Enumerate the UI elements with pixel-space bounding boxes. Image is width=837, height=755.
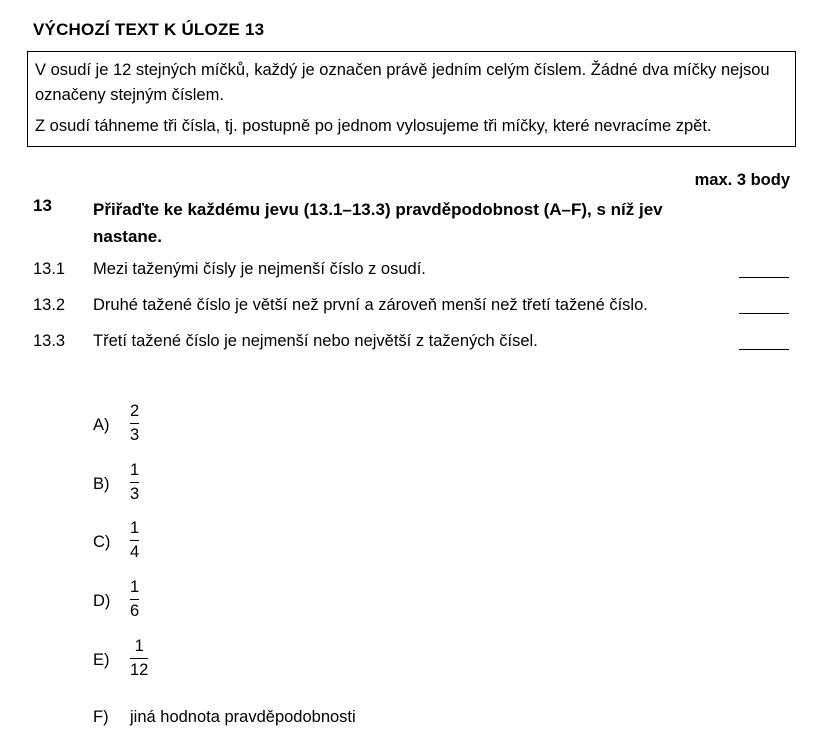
source-text-paragraph-1: V osudí je 12 stejných míčků, každý je označen právě jedním celým číslem. Žádné dva míčky nejsou označeny stejným číslem. [35,61,770,104]
fraction-numerator: 1 [134,637,144,655]
sub-item-13-1 [33,260,789,284]
fraction-denominator: 3 [130,485,140,503]
answer-blank-13-1[interactable] [739,277,789,278]
sub-item-text: Druhé tažené číslo je větší než první a zároveň menší než třetí tažené číslo. [93,296,648,314]
answer-blank-13-2[interactable] [739,313,789,314]
fraction-bar [130,482,139,483]
option-letter: D) [93,592,111,610]
option-fraction [130,636,148,681]
fraction-bar [130,540,139,541]
sub-item-number: 13.2 [33,296,66,314]
option-fraction [130,401,139,446]
option-f [93,708,356,727]
fraction-denominator: 12 [130,661,149,679]
answer-blank-13-3[interactable] [739,349,789,350]
option-letter: B) [93,475,110,493]
fraction-numerator: 1 [130,519,140,537]
option-f-text: jiná hodnota pravděpodobnosti [130,708,356,726]
task-number: 13 [33,196,52,215]
fraction-bar [130,423,139,424]
option-letter: E) [93,651,110,669]
fraction-numerator: 1 [130,578,140,596]
option-fraction [130,577,139,622]
option-fraction [130,460,139,505]
sub-item-number: 13.3 [33,332,66,350]
task-instruction: Přiřaďte ke každému jevu (13.1–13.3) pravděpodobnost (A–F), s níž jev nastane. [93,200,663,246]
sub-item-13-3 [33,332,789,356]
sub-item-text: Mezi taženými čísly je nejmenší číslo z osudí. [93,260,426,278]
fraction-numerator: 1 [130,461,140,479]
fraction-denominator: 4 [130,543,140,561]
source-text-heading: VÝCHOZÍ TEXT K ÚLOZE 13 [33,20,265,39]
option-letter: A) [93,416,110,434]
sub-item-13-2 [33,296,789,320]
fraction-bar [130,599,139,600]
fraction-numerator: 2 [130,402,140,420]
fraction-denominator: 6 [130,602,140,620]
option-letter: C) [93,533,111,551]
source-text-box [27,51,796,147]
option-letter: F) [93,708,109,726]
sub-item-number: 13.1 [33,260,66,278]
source-text-paragraph-2: Z osudí táhneme tři čísla, tj. postupně po jednom vylosujeme tři míčky, které nevracíme zpět. [35,117,712,135]
sub-item-text: Třetí tažené číslo je nejmenší nebo největší z tažených čísel. [93,332,538,350]
max-points-label: max. 3 body [694,171,790,189]
option-fraction [130,518,139,563]
fraction-bar [130,658,148,659]
fraction-denominator: 3 [130,426,140,444]
